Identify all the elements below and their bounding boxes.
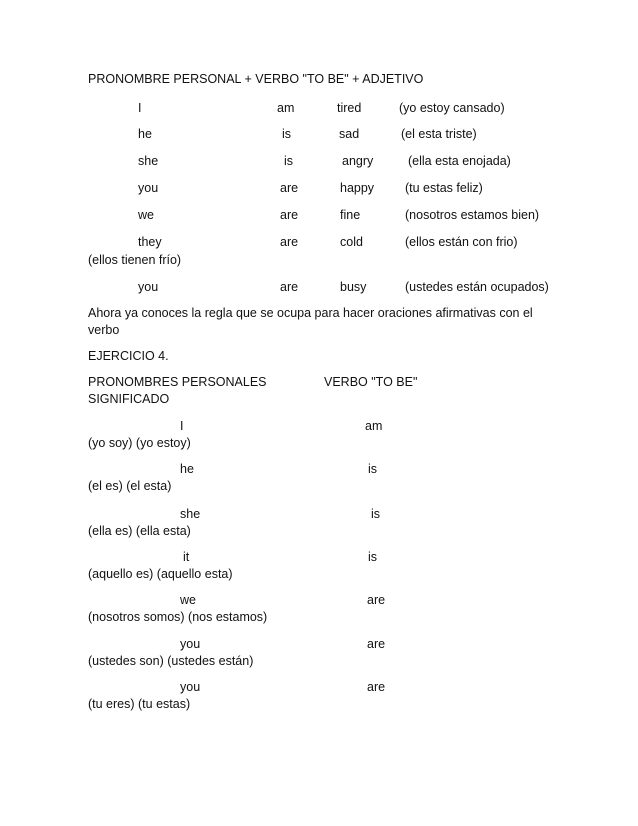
paragraph-line: verbo: [88, 323, 120, 337]
pronoun-cell: I: [180, 419, 184, 433]
page-heading: PRONOMBRE PERSONAL + VERBO "TO BE" + ADJETIVO: [88, 72, 424, 86]
verb-cell: is: [368, 550, 378, 564]
verb-cell: am: [365, 419, 383, 433]
verb-cell: are: [280, 181, 299, 195]
adjective-cell: tired: [337, 101, 362, 115]
verb-cell: are: [367, 593, 386, 607]
verb-cell: am: [277, 101, 295, 115]
meaning-cell: (aquello es) (aquello esta): [88, 567, 233, 581]
pronoun-cell: you: [138, 181, 159, 195]
translation-cell: (el esta triste): [401, 127, 477, 141]
translation-cell: (ustedes están ocupados): [405, 280, 549, 294]
translation-cell: (yo estoy cansado): [399, 101, 505, 115]
translation-cell: (tu estas feliz): [405, 181, 483, 195]
paragraph-line: Ahora ya conoces la regla que se ocupa para hacer oraciones afirmativas con el: [88, 306, 533, 320]
meaning-cell: (yo soy) (yo estoy): [88, 436, 191, 450]
pronoun-cell: he: [180, 462, 194, 476]
pronoun-cell: we: [180, 593, 196, 607]
meaning-cell: (tu eres) (tu estas): [88, 697, 191, 711]
pronoun-cell: he: [138, 127, 152, 141]
verb-cell: are: [280, 280, 299, 294]
adjective-cell: busy: [340, 280, 367, 294]
meaning-cell: (el es) (el esta): [88, 479, 172, 493]
meaning-cell: (nosotros somos) (nos estamos): [88, 610, 268, 624]
pronoun-cell: you: [180, 680, 201, 694]
column-header-meaning: SIGNIFICADO: [88, 392, 170, 406]
verb-cell: are: [280, 235, 299, 249]
adjective-cell: happy: [340, 181, 375, 195]
pronoun-cell: we: [138, 208, 154, 222]
pronoun-cell: she: [180, 507, 201, 521]
exercise-title: EJERCICIO 4.: [88, 349, 169, 363]
verb-cell: is: [284, 154, 294, 168]
adjective-cell: angry: [342, 154, 374, 168]
verb-cell: is: [368, 462, 378, 476]
pronoun-cell: she: [138, 154, 159, 168]
column-header-verb: VERBO "TO BE": [324, 375, 418, 389]
verb-cell: are: [367, 680, 386, 694]
pronoun-cell: you: [180, 637, 201, 651]
translation-cell: (ellos están con frio): [405, 235, 518, 249]
meaning-cell: (ella es) (ella esta): [88, 524, 191, 538]
verb-cell: is: [282, 127, 292, 141]
meaning-cell: (ustedes son) (ustedes están): [88, 654, 254, 668]
translation-continuation: (ellos tienen frío): [88, 253, 182, 267]
pronoun-cell: they: [138, 235, 162, 249]
adjective-cell: sad: [339, 127, 360, 141]
adjective-cell: cold: [340, 235, 363, 249]
column-header-pronouns: PRONOMBRES PERSONALES: [88, 375, 267, 389]
translation-cell: (nosotros estamos bien): [405, 208, 540, 222]
pronoun-cell: I: [138, 101, 142, 115]
verb-cell: are: [280, 208, 299, 222]
translation-cell: (ella esta enojada): [408, 154, 511, 168]
adjective-cell: fine: [340, 208, 361, 222]
pronoun-cell: you: [138, 280, 159, 294]
verb-cell: is: [371, 507, 381, 521]
verb-cell: are: [367, 637, 386, 651]
pronoun-cell: it: [183, 550, 190, 564]
